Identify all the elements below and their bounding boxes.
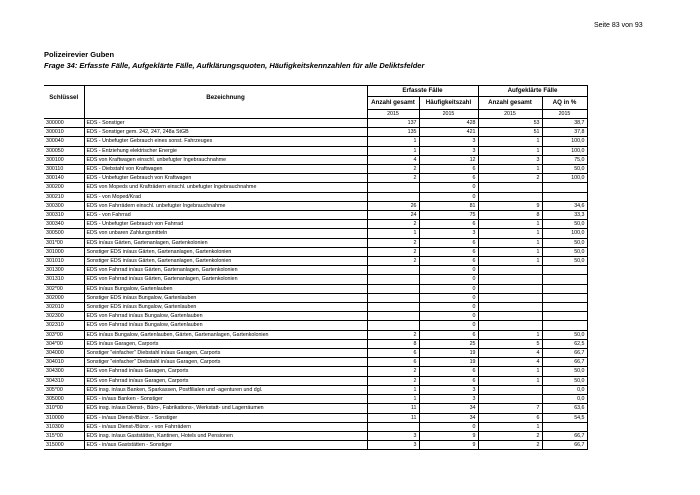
table-row [44,165,587,174]
table-row [44,155,587,164]
row-solve-rate: 66,7 [542,349,587,358]
row-frequency: 6 [419,174,478,183]
row-recorded-total: 2 [367,220,419,229]
row-solved-total: 3 [478,155,542,164]
row-recorded-total: 11 [367,413,419,422]
row-solve-rate: 50,0 [542,247,587,256]
row-frequency: 6 [419,376,478,385]
table-body [44,119,587,450]
row-solved-total: 1 [478,229,542,238]
row-key: 300100 [44,155,84,164]
row-recorded-total: 1 [367,395,419,404]
row-solve-rate: 50,0 [542,220,587,229]
row-solve-rate: 62,5 [542,339,587,348]
table-row [44,431,587,440]
row-frequency: 0 [419,422,478,431]
year-cell: 2015 [367,110,419,119]
table-row [44,422,587,431]
row-description: EDS von Fahrrad in/aus Bungalow, Gartenlauben [84,321,367,330]
row-recorded-total: 6 [367,358,419,367]
row-key: 305000 [44,395,84,404]
row-frequency: 25 [419,339,478,348]
table-row [44,404,587,413]
row-key: 300200 [44,183,84,192]
row-key: 305*00 [44,385,84,394]
row-solved-total: 2 [478,441,542,450]
row-description: EDS in/aus Garagen, Carports [84,339,367,348]
row-description: Sonstiger EDS in/aus Bungalow, Gartenlauben [84,303,367,312]
row-description: EDS - Entziehung elektrischer Energie [84,146,367,155]
row-frequency: 6 [419,247,478,256]
row-solved-total: 1 [478,165,542,174]
question-title: Frage 34: Erfasste Fälle, Aufgeklärte Fälle, Aufklärungsquoten, Häufigkeitskennzahlen für alle Deliktsfelder [44,61,425,70]
row-key: 300340 [44,220,84,229]
row-key: 304300 [44,367,84,376]
row-key: 302300 [44,312,84,321]
col-desc-header: Bezeichnung [84,86,367,110]
table-row [44,395,587,404]
table-row [44,349,587,358]
row-frequency: 0 [419,293,478,302]
row-frequency: 12 [419,155,478,164]
row-solved-total: 4 [478,349,542,358]
row-recorded-total: 137 [367,119,419,128]
row-recorded-total [367,303,419,312]
row-solved-total: 8 [478,211,542,220]
year-cell: 2015 [478,110,542,119]
table-row [44,330,587,339]
row-solved-total: 2 [478,431,542,440]
row-solved-total: 1 [478,367,542,376]
table-row [44,385,587,394]
row-description: EDS von Fahrrad in/aus Gärten, Gartenanlagen, Gartenkolonien [84,266,367,275]
row-description: EDS von Fahrrad in/aus Garagen, Carports [84,376,367,385]
row-description: EDS insg. in/aus Gaststätten, Kantinen, Hotels und Pensionen [84,431,367,440]
row-solved-total: 7 [478,404,542,413]
row-solve-rate [542,284,587,293]
row-key: 315000 [44,441,84,450]
row-solved-total: 1 [478,146,542,155]
table-row [44,119,587,128]
row-solved-total [478,385,542,394]
row-solve-rate: 33,3 [542,211,587,220]
row-frequency: 9 [419,431,478,440]
row-recorded-total: 8 [367,339,419,348]
row-recorded-total [367,321,419,330]
row-frequency: 19 [419,349,478,358]
row-frequency: 3 [419,395,478,404]
row-recorded-total: 3 [367,431,419,440]
row-description: Sonstiger "einfacher" Diebstahl in/aus Garagen, Carports [84,358,367,367]
row-solved-total [478,321,542,330]
row-solve-rate: 66,7 [542,358,587,367]
row-solved-total: 1 [478,220,542,229]
row-frequency: 3 [419,229,478,238]
row-solve-rate [542,321,587,330]
row-key: 300500 [44,229,84,238]
row-solve-rate: 100,0 [542,137,587,146]
row-recorded-total: 2 [367,238,419,247]
row-solve-rate: 63,6 [542,404,587,413]
table-row [44,275,587,284]
group-solved-header: Aufgeklärte Fälle [478,86,587,97]
row-description: EDS von Kraftwagen einschl. unbefugter Ingebrauchnahme [84,155,367,164]
row-frequency: 81 [419,201,478,210]
sub-freq-header: Häufigkeitszahl [419,97,478,110]
row-recorded-total: 6 [367,349,419,358]
row-solved-total [478,303,542,312]
row-solve-rate: 100,0 [542,146,587,155]
row-key: 301310 [44,275,84,284]
row-solved-total [478,312,542,321]
row-description: Sonstiger EDS in/aus Gärten, Gartenanlagen, Gartenkolonien [84,247,367,256]
row-frequency: 0 [419,275,478,284]
row-solved-total: 1 [478,137,542,146]
row-solve-rate: 0,0 [542,395,587,404]
row-description: EDS - von Fahrrad [84,211,367,220]
row-description: EDS - in/aus Banken - Sonstiger [84,395,367,404]
row-recorded-total: 2 [367,376,419,385]
row-solved-total: 4 [478,358,542,367]
sub-rate-header: AQ in % [542,97,587,110]
sub-solved-total-header: Anzahl gesamt [478,97,542,110]
row-recorded-total [367,266,419,275]
row-solve-rate: 37,8 [542,128,587,137]
row-description: EDS insg. in/aus Dienst-, Büro-, Fabrikations-, Werkstatt- und Lagerräumen [84,404,367,413]
row-solve-rate: 50,0 [542,376,587,385]
row-solved-total [478,192,542,201]
table-row [44,376,587,385]
table-row [44,358,587,367]
row-key: 300050 [44,146,84,155]
row-frequency: 3 [419,137,478,146]
year-cell: 2015 [419,110,478,119]
row-description: EDS - Unbefugter Gebrauch eines sonst. Fahrzeuges [84,137,367,146]
row-solved-total: 51 [478,128,542,137]
table-row [44,146,587,155]
row-description: EDS von Fahrrad in/aus Bungalow, Gartenlauben [84,312,367,321]
row-solve-rate: 54,5 [542,413,587,422]
row-recorded-total [367,284,419,293]
row-recorded-total: 3 [367,441,419,450]
row-recorded-total: 24 [367,211,419,220]
row-solve-rate: 38,7 [542,119,587,128]
row-frequency: 0 [419,183,478,192]
row-frequency: 3 [419,385,478,394]
row-key: 303*00 [44,330,84,339]
row-recorded-total [367,312,419,321]
row-solved-total [478,293,542,302]
row-solve-rate: 50,0 [542,165,587,174]
row-solve-rate: 66,7 [542,431,587,440]
row-solved-total: 1 [478,376,542,385]
row-key: 302000 [44,293,84,302]
row-frequency: 6 [419,367,478,376]
table-row [44,229,587,238]
row-description: Sonstiger EDS in/aus Bungalow, Gartenlauben [84,293,367,302]
row-frequency: 6 [419,238,478,247]
row-frequency: 6 [419,330,478,339]
row-frequency: 9 [419,441,478,450]
row-solved-total [478,275,542,284]
row-solve-rate [542,183,587,192]
row-key: 301000 [44,247,84,256]
row-description: EDS von Fahrrad in/aus Garagen, Carports [84,367,367,376]
row-solve-rate [542,275,587,284]
year-cell: 2015 [542,110,587,119]
row-description: EDS von Mopeds und Krafträdern einschl. unbefugter Ingebrauchnahme [84,183,367,192]
row-description: Sonstiger "einfacher" Diebstahl in/aus Garagen, Carports [84,349,367,358]
row-description: EDS von Fahrrädern einschl. unbefugter Ingebrauchnahme [84,201,367,210]
table-row [44,238,587,247]
row-solve-rate [542,192,587,201]
row-frequency: 0 [419,284,478,293]
row-solved-total [478,266,542,275]
row-description: EDS insg. in/aus Banken, Sparkassen, Postfilialen und -agenturen und dgl. [84,385,367,394]
row-description: EDS in/aus Gärten, Gartenanlagen, Gartenkolonien [84,238,367,247]
row-frequency: 0 [419,192,478,201]
row-description: EDS - in/aus Dienst-/Büror. - Sonstiger [84,413,367,422]
row-description: EDS in/aus Bungalow, Gartenlauben, Gärten, Gartenanlagen, Gartenkolonien [84,330,367,339]
organization-title: Polizeirevier Guben [44,50,115,59]
table-row [44,441,587,450]
row-solved-total: 1 [478,422,542,431]
statistics-table [44,85,588,450]
table-row [44,284,587,293]
row-solve-rate: 0,0 [542,385,587,394]
table-row [44,183,587,192]
sub-total-header: Anzahl gesamt [367,97,419,110]
table-row [44,192,587,201]
row-recorded-total: 1 [367,146,419,155]
row-solve-rate [542,312,587,321]
row-solved-total: 9 [478,201,542,210]
table-row [44,201,587,210]
row-description: EDS - von Moped/Krad [84,192,367,201]
row-recorded-total: 2 [367,165,419,174]
row-frequency: 3 [419,146,478,155]
row-solve-rate: 66,7 [542,441,587,450]
row-key: 300000 [44,119,84,128]
row-recorded-total: 11 [367,404,419,413]
table-row [44,367,587,376]
row-description: EDS - Unbefugter Gebrauch von Kraftwagen [84,174,367,183]
row-recorded-total [367,293,419,302]
row-solved-total: 5 [478,339,542,348]
row-description: EDS von unbaren Zahlungsmitteln [84,229,367,238]
row-recorded-total [367,422,419,431]
row-solve-rate [542,266,587,275]
row-description: EDS - Diebstahl von Kraftwagen [84,165,367,174]
row-solved-total: 1 [478,247,542,256]
row-solved-total: 53 [478,119,542,128]
row-solved-total: 1 [478,257,542,266]
row-key: 300210 [44,192,84,201]
row-key: 300040 [44,137,84,146]
row-description: EDS von Fahrrad in/aus Gärten, Gartenanlagen, Gartenkolonien [84,275,367,284]
row-solved-total: 6 [478,413,542,422]
table-row [44,257,587,266]
row-recorded-total: 135 [367,128,419,137]
row-key: 301300 [44,266,84,275]
year-spacer [84,110,367,119]
row-key: 310*00 [44,404,84,413]
row-recorded-total [367,183,419,192]
row-frequency: 34 [419,404,478,413]
row-recorded-total: 2 [367,247,419,256]
row-key: 301*00 [44,238,84,247]
row-frequency: 6 [419,165,478,174]
row-key: 300110 [44,165,84,174]
row-solve-rate: 100,0 [542,174,587,183]
row-recorded-total: 2 [367,257,419,266]
table-row [44,303,587,312]
row-key: 300300 [44,201,84,210]
row-solve-rate [542,293,587,302]
row-key: 302310 [44,321,84,330]
row-frequency: 0 [419,266,478,275]
row-description: EDS in/aus Bungalow, Gartenlauben [84,284,367,293]
row-frequency: 6 [419,257,478,266]
table-row [44,266,587,275]
page-number: Seite 83 von 93 [594,22,643,29]
row-description: Sonstiger EDS in/aus Gärten, Gartenanlagen, Gartenkolonien [84,257,367,266]
table-row [44,174,587,183]
row-description: EDS - Unbefugter Gebrauch von Fahrrad [84,220,367,229]
row-key: 302010 [44,303,84,312]
row-recorded-total: 4 [367,155,419,164]
row-solved-total: 1 [478,238,542,247]
row-key: 300310 [44,211,84,220]
table-row [44,247,587,256]
row-frequency: 0 [419,303,478,312]
row-recorded-total [367,192,419,201]
row-key: 304010 [44,358,84,367]
row-solved-total [478,183,542,192]
table-row [44,312,587,321]
row-key: 304000 [44,349,84,358]
row-recorded-total: 2 [367,174,419,183]
row-frequency: 428 [419,119,478,128]
row-recorded-total [367,275,419,284]
row-solved-total: 1 [478,330,542,339]
row-solve-rate: 100,0 [542,229,587,238]
row-recorded-total: 2 [367,367,419,376]
col-key-header: Schlüssel [44,86,84,110]
row-key: 300010 [44,128,84,137]
row-key: 300140 [44,174,84,183]
table-row [44,220,587,229]
table-row [44,321,587,330]
row-description: EDS - in/aus Gaststätten - Sonstiger [84,441,367,450]
table-row [44,137,587,146]
row-description: EDS - Sonstiger [84,119,367,128]
row-description: EDS - in/aus Dienst-/Büror. - von Fahrrädern [84,422,367,431]
table-row [44,293,587,302]
table-row [44,339,587,348]
row-recorded-total: 1 [367,137,419,146]
row-recorded-total: 2 [367,330,419,339]
row-frequency: 19 [419,358,478,367]
row-description: EDS - Sonstiger gem. 242, 247, 248a StGB [84,128,367,137]
row-frequency: 75 [419,211,478,220]
row-solved-total [478,284,542,293]
row-key: 304310 [44,376,84,385]
row-key: 315*00 [44,431,84,440]
row-solve-rate: 75,0 [542,155,587,164]
row-solve-rate: 50,0 [542,257,587,266]
row-solve-rate: 34,6 [542,201,587,210]
table-row [44,413,587,422]
row-solve-rate [542,422,587,431]
row-recorded-total: 1 [367,229,419,238]
row-frequency: 0 [419,321,478,330]
row-solved-total [478,395,542,404]
row-recorded-total: 26 [367,201,419,210]
row-frequency: 421 [419,128,478,137]
row-solve-rate [542,303,587,312]
group-recorded-header: Erfasste Fälle [367,86,478,97]
row-frequency: 34 [419,413,478,422]
row-frequency: 0 [419,312,478,321]
table-row [44,211,587,220]
row-solve-rate: 50,0 [542,367,587,376]
year-spacer [44,110,84,119]
row-solved-total: 2 [478,174,542,183]
row-key: 310300 [44,422,84,431]
row-solve-rate: 50,0 [542,330,587,339]
row-key: 304*00 [44,339,84,348]
row-key: 302*00 [44,284,84,293]
row-key: 310000 [44,413,84,422]
row-solve-rate: 50,0 [542,238,587,247]
row-key: 301010 [44,257,84,266]
row-frequency: 6 [419,220,478,229]
table-row [44,128,587,137]
row-recorded-total: 1 [367,385,419,394]
